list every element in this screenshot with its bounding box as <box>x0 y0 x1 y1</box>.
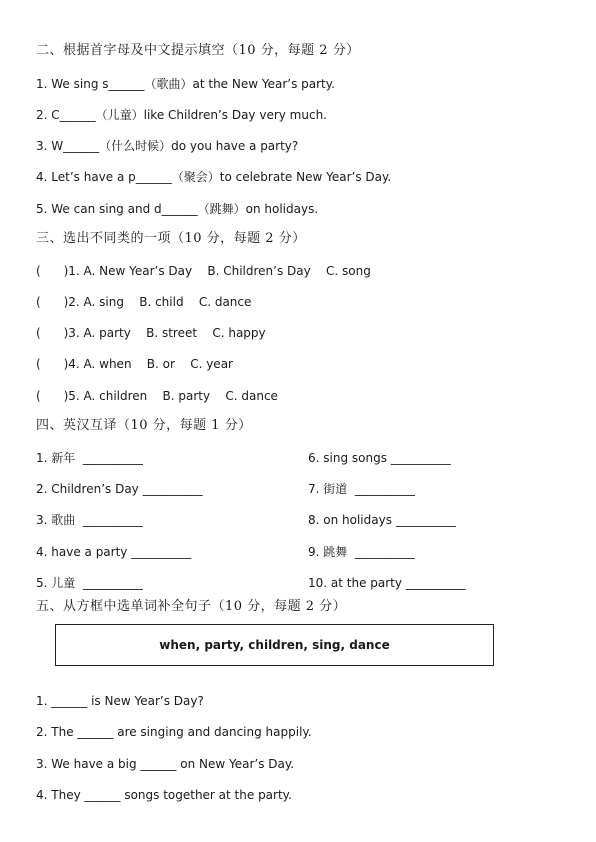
word-bank-box <box>55 624 494 666</box>
section4-right-item-8: 8. on holidays __________ <box>308 513 456 527</box>
section5-item-1: 1. ______ is New Year’s Day? <box>36 694 204 708</box>
section5-item-3: 3. We have a big ______ on New Year’s Day. <box>36 757 295 771</box>
section4-right-item-10: 10. at the party __________ <box>308 576 466 590</box>
section3-heading: 三、选出不同类的一项（10 分，每题 2 分） <box>36 231 306 246</box>
section2-item-1: 1. We sing s______（歌曲）at the New Year’s party. <box>36 77 335 91</box>
word-bank-text: when, party, children, sing, dance <box>159 638 390 652</box>
section5-item-2: 2. The ______ are singing and dancing happily. <box>36 725 312 739</box>
section4-left-item-3: 3. 歌曲 __________ <box>36 513 143 527</box>
section4-left-item-4: 4. have a party __________ <box>36 545 192 559</box>
section4-right-item-9: 9. 跳舞 __________ <box>308 545 415 559</box>
section3-item-1: ( )1. A. New Year’s Day B. Children’s Day C. song <box>36 264 371 278</box>
section4-left-item-5: 5. 儿童 __________ <box>36 576 143 590</box>
section2-item-3: 3. W______（什么时候）do you have a party? <box>36 139 299 153</box>
section3-item-5: ( )5. A. children B. party C. dance <box>36 389 278 403</box>
section5-item-4: 4. They ______ songs together at the party. <box>36 788 292 802</box>
section3-item-4: ( )4. A. when B. or C. year <box>36 357 233 371</box>
section4-left-item-2: 2. Children’s Day __________ <box>36 482 203 496</box>
section4-left-item-1: 1. 新年 __________ <box>36 451 143 465</box>
section4-heading: 四、英汉互译（10 分，每题 1 分） <box>36 418 252 433</box>
section2-heading: 二、根据首字母及中文提示填空（10 分，每题 2 分） <box>36 43 360 58</box>
section2-item-5: 5. We can sing and d______（跳舞）on holidays. <box>36 202 319 216</box>
section4-right-item-6: 6. sing songs __________ <box>308 451 451 465</box>
section2-item-4: 4. Let’s have a p______（聚会）to celebrate New Year’s Day. <box>36 170 392 184</box>
section3-item-3: ( )3. A. party B. street C. happy <box>36 326 266 340</box>
section3-item-2: ( )2. A. sing B. child C. dance <box>36 295 252 309</box>
section4-right-item-7: 7. 街道 __________ <box>308 482 415 496</box>
section2-item-2: 2. C______（儿童）like Children’s Day very much. <box>36 108 327 122</box>
section5-heading: 五、从方框中选单词补全句子（10 分，每题 2 分） <box>36 599 347 614</box>
